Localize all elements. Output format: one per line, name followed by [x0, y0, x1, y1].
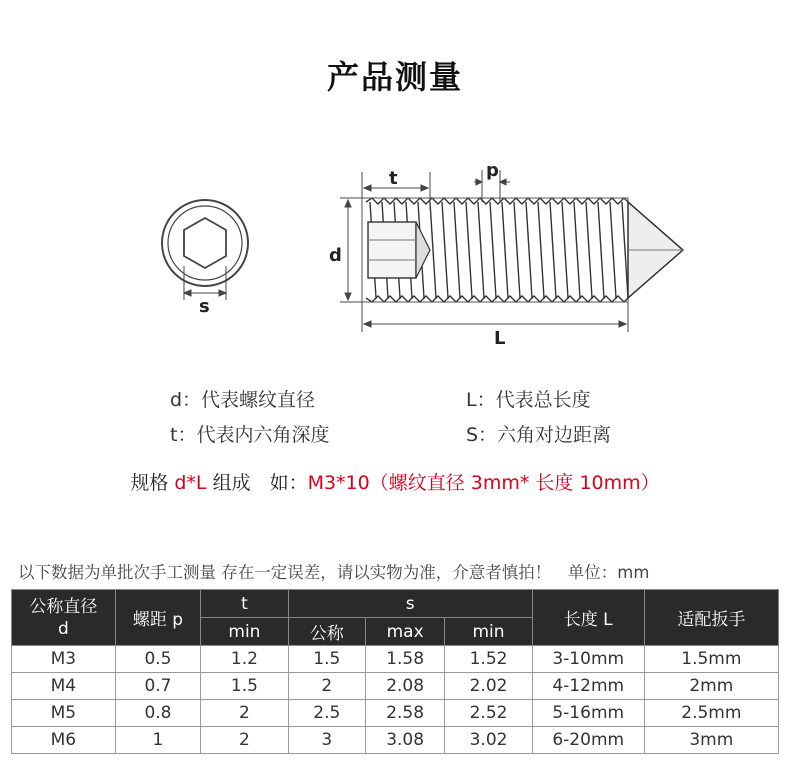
table-cell: M5 [12, 700, 116, 727]
table-cell: 0.8 [115, 700, 200, 727]
screw-diagram [0, 150, 790, 360]
header-t: t [201, 590, 288, 618]
table-cell: 5-16mm [532, 700, 644, 727]
legend-L: L：代表总长度 [466, 389, 591, 411]
label-L: L [494, 328, 506, 349]
table-cell: 0.5 [115, 646, 200, 673]
table-cell: 1.58 [365, 646, 444, 673]
screw-side-view [362, 198, 683, 302]
subheader-s-max: max [365, 618, 444, 646]
header-length: 长度 L [532, 590, 644, 646]
table-cell: 2mm [644, 673, 778, 700]
subheader-s-nominal: 公称 [288, 618, 365, 646]
table-row [12, 646, 779, 673]
table-cell: M6 [12, 727, 116, 754]
table-cell: 2 [201, 727, 288, 754]
table-cell: 2.5mm [644, 700, 778, 727]
table-cell: 1.52 [445, 646, 532, 673]
page-title: 产品测量 [326, 58, 463, 96]
table-cell: 1.2 [201, 646, 288, 673]
table-cell: 3mm [644, 727, 778, 754]
table-cell: 3.02 [445, 727, 532, 754]
table-cell: 1 [115, 727, 200, 754]
table-cell: 2.58 [365, 700, 444, 727]
table-cell: 1.5 [201, 673, 288, 700]
subheader-s-min: min [445, 618, 532, 646]
spec-table [11, 589, 779, 754]
spec-prefix: 规格 [130, 472, 175, 494]
header-s: s [288, 590, 532, 618]
spec-highlight: d*L [174, 472, 207, 494]
table-cell: 6-20mm [532, 727, 644, 754]
table-cell: 0.7 [115, 673, 200, 700]
table-cell: 2.02 [445, 673, 532, 700]
label-p: p [486, 160, 499, 181]
screw-end-view [162, 200, 248, 300]
label-t: t [389, 168, 398, 189]
spec-mid: 组成 如： [206, 472, 308, 494]
table-cell: 2.52 [445, 700, 532, 727]
label-d: d [329, 245, 342, 266]
table-cell: 2 [288, 673, 365, 700]
spec-example: M3*10（螺纹直径 3mm* 长度 10mm） [307, 472, 660, 494]
header-diameter: 公称直径 d [12, 590, 116, 646]
table-cell: M4 [12, 673, 116, 700]
label-s-end: s [199, 296, 210, 317]
legend-t: t：代表内六角深度 [170, 424, 330, 446]
table-cell: 1.5 [288, 646, 365, 673]
header-pitch: 螺距 p [115, 590, 200, 646]
legend-s: S：六角对边距离 [466, 424, 612, 446]
table-row [12, 700, 779, 727]
table-row [12, 673, 779, 700]
table-cell: 3-10mm [532, 646, 644, 673]
table-cell: 3 [288, 727, 365, 754]
measurement-note: 以下数据为单批次手工测量 存在一定误差，请以实物为准，介意者慎拍！ 单位：mm [18, 563, 650, 582]
header-wrench: 适配扳手 [644, 590, 778, 646]
spec-line [0, 468, 790, 495]
table-cell: 1.5mm [644, 646, 778, 673]
table-cell: M3 [12, 646, 116, 673]
table-row [12, 727, 779, 754]
legend-d: d：代表螺纹直径 [170, 389, 316, 411]
table-cell: 4-12mm [532, 673, 644, 700]
table-cell: 2.08 [365, 673, 444, 700]
subheader-t-min: min [201, 618, 288, 646]
table-cell: 2.5 [288, 700, 365, 727]
table-cell: 2 [201, 700, 288, 727]
table-cell: 3.08 [365, 727, 444, 754]
